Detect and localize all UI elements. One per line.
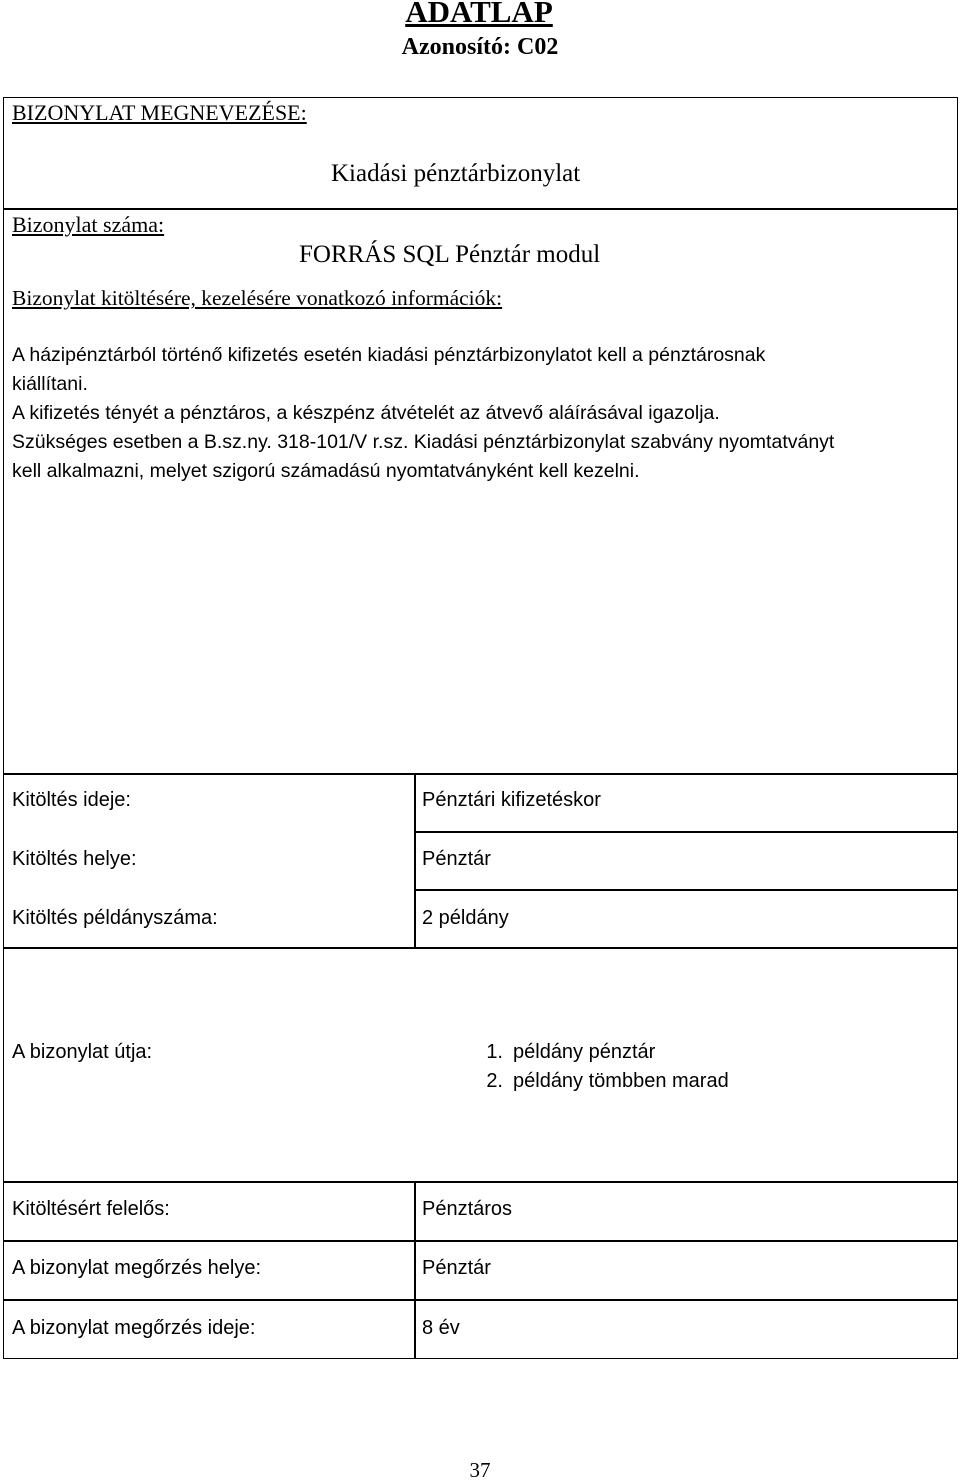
divider xyxy=(3,208,958,210)
document-name-label: BIZONYLAT MEGNEVEZÉSE: xyxy=(12,100,307,125)
divider xyxy=(3,773,958,775)
storage-time-label: A bizonylat megőrzés ideje: xyxy=(12,1317,256,1339)
page-number: 37 xyxy=(469,1458,491,1482)
list-item: 1. példány pénztár xyxy=(486,1041,656,1063)
responsible-label: Kitöltésért felelős: xyxy=(12,1198,170,1220)
responsible-value: Pénztáros xyxy=(422,1198,513,1220)
column-divider xyxy=(414,773,416,947)
route-label: A bizonylat útja: xyxy=(12,1041,153,1063)
column-divider xyxy=(414,1181,416,1358)
document-number-value: FORRÁS SQL Pénztár modul xyxy=(299,241,601,268)
divider xyxy=(3,1181,958,1183)
divider xyxy=(3,947,958,949)
info-label: Bizonylat kitöltésére, kezelésére vonatkozó információk: xyxy=(12,286,503,310)
storage-place-label: A bizonylat megőrzés helye: xyxy=(12,1257,262,1279)
divider xyxy=(3,1299,958,1301)
fill-copies-label: Kitöltés példányszáma: xyxy=(12,907,218,929)
list-item: 2. példány tömbben marad xyxy=(486,1070,729,1092)
page-title: ADATLAP xyxy=(405,0,553,29)
divider xyxy=(414,831,958,833)
fill-time-label: Kitöltés ideje: xyxy=(12,789,131,811)
document-name-value: Kiadási pénztárbizonylat xyxy=(331,160,581,187)
info-text xyxy=(12,341,947,486)
fill-time-value: Pénztári kifizetéskor xyxy=(422,789,601,811)
document-id: Azonosító: C02 xyxy=(401,34,559,60)
divider xyxy=(3,1240,958,1242)
storage-time-value: 8 év xyxy=(422,1317,460,1339)
info-line: A házipénztárból történő kifizetés esetén kiadási pénztárbizonylatot kell a pénztárosnak xyxy=(12,344,766,366)
info-line: kell alkalmazni, melyet szigorú számadású nyomtatványként kell kezelni. xyxy=(12,460,640,482)
storage-place-value: Pénztár xyxy=(422,1257,491,1279)
document-number-label: Bizonylat száma: xyxy=(12,212,165,237)
info-line: A kifizetés tényét a pénztáros, a készpénz átvételét az átvevő aláírásával igazolja. xyxy=(12,402,720,424)
info-line: Szükséges esetben a B.sz.ny. 318-101/V r.sz. Kiadási pénztárbizonylat szabvány nyomtatványt xyxy=(12,431,835,453)
fill-place-label: Kitöltés helye: xyxy=(12,848,137,870)
fill-place-value: Pénztár xyxy=(422,848,491,870)
fill-copies-value: 2 példány xyxy=(422,907,509,929)
info-line: kiállítani. xyxy=(12,373,88,395)
divider xyxy=(414,889,958,891)
route-list xyxy=(468,1041,729,1099)
